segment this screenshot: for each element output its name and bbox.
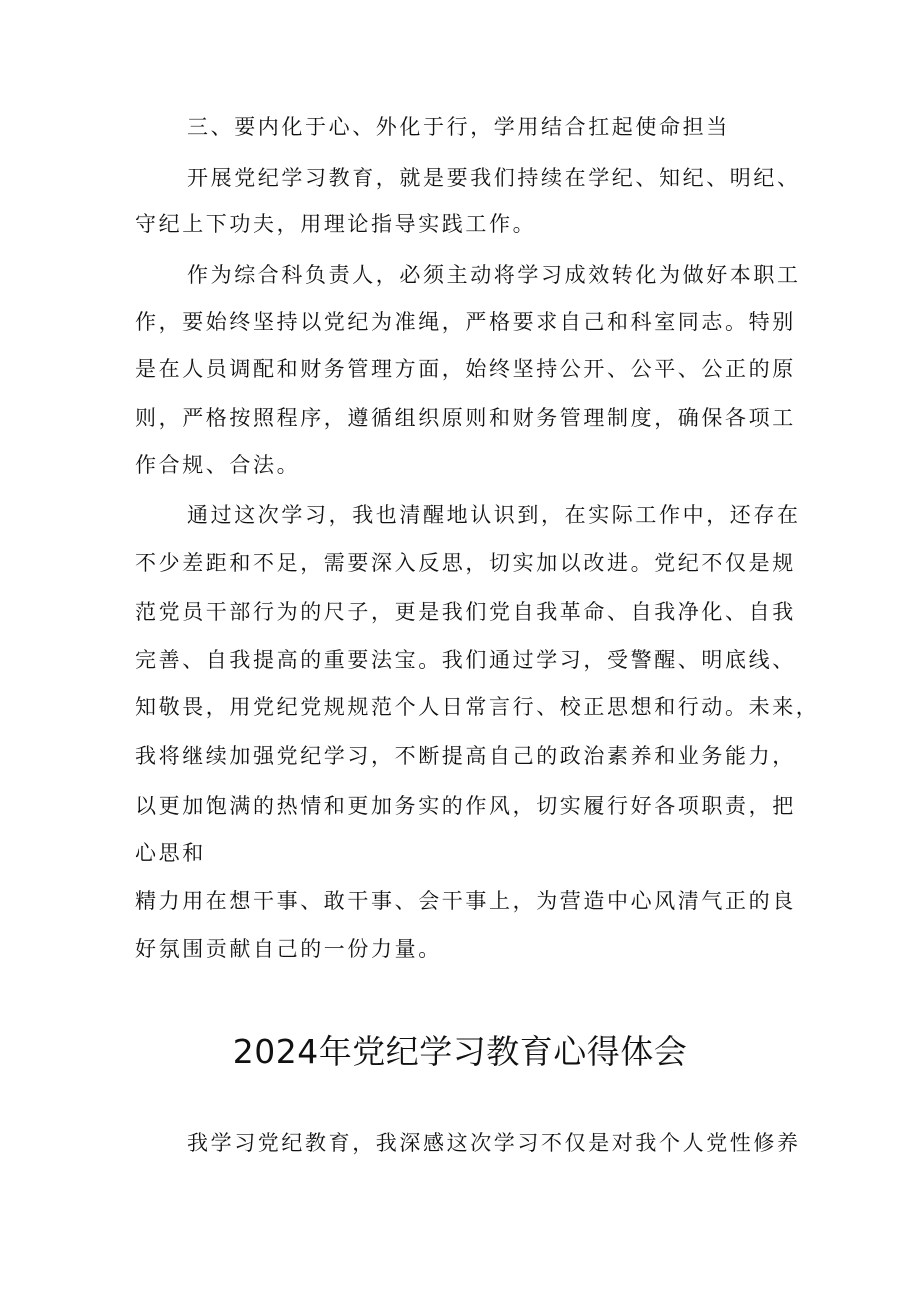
paragraph-line: 知敬畏，用党纪党规规范个人日常言行、校正思想和行动。未来， [135, 695, 820, 719]
paragraph-line: 作，要始终坚持以党纪为准绳，严格要求自己和科室同志。特别 [135, 310, 796, 334]
paragraph-line: 我将继续加强党纪学习，不断提高自己的政治素养和业务能力， [135, 744, 796, 768]
paragraph-line: 以更加饱满的热情和更加务实的作风，切实履行好各项职责，把 [135, 794, 796, 818]
paragraph-line: 不少差距和不足，需要深入反思，切实加以改进。党纪不仅是规 [135, 551, 796, 575]
document-title: 2024年党纪学习教育心得体会 [232, 1032, 688, 1071]
paragraph-line: 完善、自我提高的重要法宝。我们通过学习，受警醒、明底线、 [135, 648, 796, 672]
paragraph-line: 作为综合科负责人，必须主动将学习成效转化为做好本职工 [187, 263, 801, 287]
paragraph-line: 心思和 [135, 841, 206, 865]
paragraph-line: 作合规、合法。 [135, 453, 301, 477]
paragraph-line: 是在人员调配和财务管理方面，始终坚持公开、公平、公正的原 [135, 357, 796, 381]
paragraph-line: 则，严格按照程序，遵循组织原则和财务管理制度，确保各项工 [135, 406, 796, 430]
paragraph-line: 精力用在想干事、敢干事、会干事上，为营造中心风清气正的良 [135, 889, 796, 913]
paragraph-line: 守纪上下功夫，用理论指导实践工作。 [135, 212, 537, 236]
paragraph-line: 范党员干部行为的尺子，更是我们党自我革命、自我净化、自我 [135, 600, 796, 624]
paragraph-line: 好氛围贡献自己的一份力量。 [135, 937, 442, 961]
intro-paragraph-line: 我学习党纪教育，我深感这次学习不仅是对我个人党性修养 [187, 1131, 801, 1155]
paragraph-line: 通过这次学习，我也清醒地认识到，在实际工作中，还存在 [187, 503, 801, 527]
section-heading: 三、要内化于心、外化于行，学用结合扛起使命担当 [187, 115, 730, 139]
paragraph-line: 开展党纪学习教育，就是要我们持续在学纪、知纪、明纪、 [187, 166, 801, 190]
